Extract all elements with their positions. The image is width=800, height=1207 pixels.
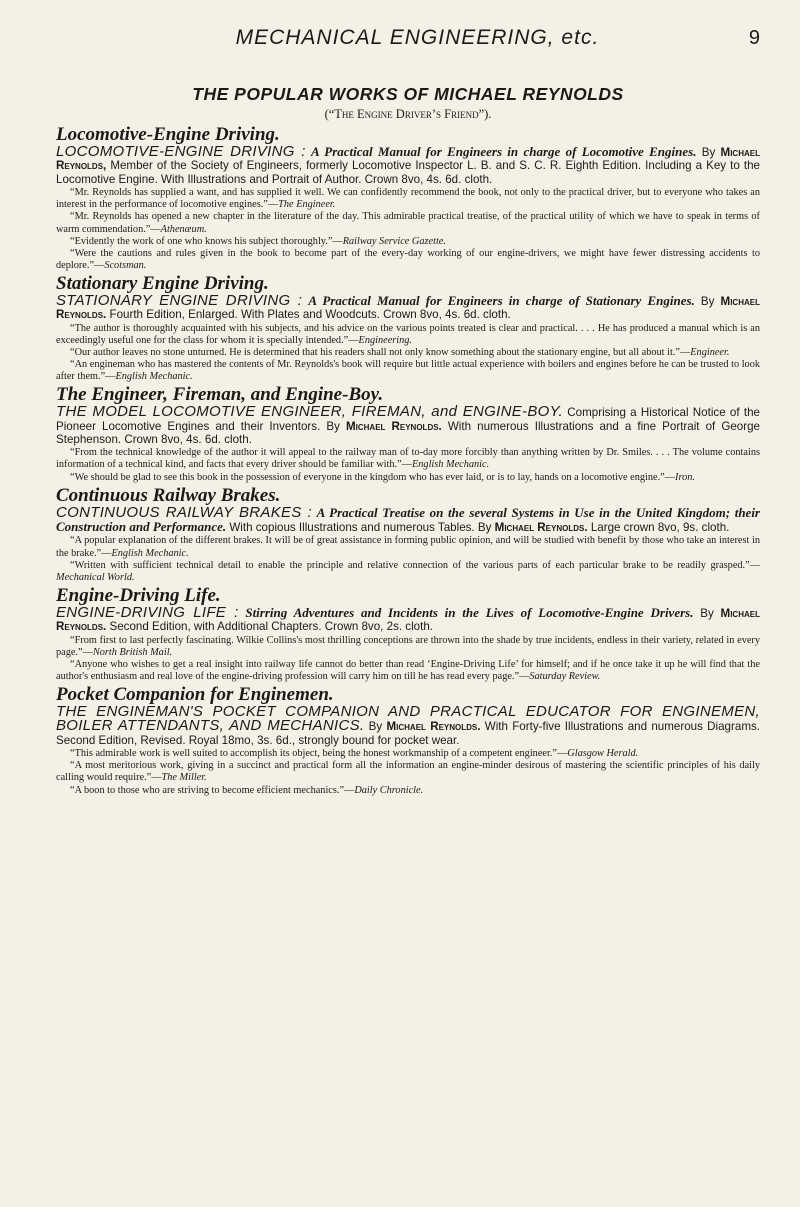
review-quote [56, 760, 760, 784]
book-details: With Forty-five Illustrations and numerous Diagrams. Second Edition, Revised. Royal 18mo, 3s. 6d., strongly bound for pocket wear. [56, 720, 760, 747]
quote-text: “Mr. Reynolds has opened a new chapter in the literature of the day. This admirable practical treatise, of the practical utility of which we have to speak in terms of warm commendation.”— [56, 211, 760, 235]
quote-text: “A most meritorious work, giving in a succinct and practical form all the information an engine-minder desirous of mastering the scientific principles of his daily calling would require.”— [56, 760, 760, 784]
entry-heading: Locomotive-Engine Driving. [56, 124, 280, 145]
quote-source: English Mechanic. [411, 459, 490, 471]
catalogue-entry [56, 485, 760, 584]
running-head: MECHANICAL ENGINEERING, etc. [235, 26, 600, 49]
review-quote [56, 187, 760, 211]
quote-source: Glasgow Herald. [567, 748, 639, 760]
quote-text: “This admirable work is well suited to accomplish its object, being the honest workmanship of a competent engineer.”— [70, 748, 568, 760]
review-quote [56, 248, 760, 272]
catalogue-entry [56, 273, 760, 383]
quote-text: “From the technical knowledge of the author it will appeal to the railway man of to-day more forcibly than anything written by Dr. Smiles. . . . The volume contains information of a technical kind, and facts that every driver should be familiar with.”— [56, 447, 760, 471]
review-quote [56, 635, 760, 659]
catalogue-entry [56, 684, 760, 797]
quote-text: “Anyone who wishes to get a real insight into railway life cannot do better than read ‘Engine-Driving Life’ for himself; and if he once take it up he will find that the author's enthusiasm and real love of the engine-driving profession will carry him on till he has read every page.”— [56, 658, 760, 682]
quote-source: Railway Service Gazette. [342, 235, 446, 247]
entry-description [56, 145, 760, 186]
by-text: By [701, 146, 716, 159]
quote-source: The Engineer. [278, 199, 336, 211]
review-quote [56, 359, 760, 383]
book-title: ENGINE-DRIVING LIFE : [56, 603, 239, 621]
review-quote [56, 659, 760, 683]
quote-source: English Mechanic. [111, 547, 189, 559]
section-title: THE POPULAR WORKS OF MICHAEL REYNOLDS [192, 84, 624, 104]
quote-text: “From first to last perfectly fascinating. Wilkie Collins's most thrilling conceptions are thrown into the shade by true incidents, endless in their variety, related in every page.”— [56, 634, 760, 658]
review-quote [56, 560, 760, 584]
entry-heading: Continuous Railway Brakes. [56, 484, 281, 506]
book-details: Member of the Society of Engineers, formerly Locomotive Inspector L. B. and S. C. R. Eighth Edition. Including a Key to the Locomotive Engine. With Illustrations and Portrait of Author. Crown 8vo, 4s. 6d. cloth. [56, 159, 760, 186]
catalogue-entry [56, 124, 760, 272]
entry-description [56, 705, 760, 747]
book-details: With numerous Illustrations and a fine Portrait of George Stephenson. Crown 8vo, 4s. 6d. cloth. [56, 419, 761, 446]
quote-text: “Our author leaves no stone unturned. He is determined that his readers shall not only know something about the stationary engine, but all about it.”— [70, 346, 691, 358]
book-subtitle: A Practical Manual for Engineers in charge of Stationary Engines. [308, 292, 695, 308]
entry-description [56, 291, 760, 322]
quote-text: “A boon to those who are striving to become efficient mechanics.”— [70, 784, 355, 796]
page-header [56, 26, 760, 84]
review-quote [56, 236, 760, 248]
book-title: LOCOMOTIVE-ENGINE DRIVING : [56, 143, 306, 160]
entry-heading: Stationary Engine Driving. [56, 272, 269, 294]
author-name: Michael Reynolds. [494, 521, 588, 535]
entry-heading: Pocket Companion for Enginemen. [56, 684, 334, 706]
review-quote [56, 535, 760, 559]
entry-description [56, 503, 760, 535]
quote-source: English Mechanic. [115, 371, 193, 383]
author-name: Michael Reynolds. [386, 720, 481, 734]
quote-text: “Evidently the work of one who knows his subject thoroughly.”— [70, 235, 343, 247]
book-details: Second Edition, with Additional Chapters. Crown 8vo, 2s. cloth. [109, 620, 434, 634]
quote-source: Iron. [675, 471, 695, 483]
quote-text: “An engineman who has mastered the contents of Mr. Reynolds's book will require but little actual experience with boilers and engines before he can be trusted to look after them.”— [56, 358, 760, 383]
quote-source: North British Mail. [92, 646, 173, 658]
quote-source: The Miller. [161, 772, 207, 784]
entry-description [56, 405, 760, 446]
by-text: By [700, 606, 714, 620]
review-quote [56, 323, 760, 347]
section-subtitle: (“The Engine Driver’s Friend”). [324, 107, 492, 121]
catalogue-entry [56, 585, 760, 683]
book-subtitle: A Practical Treatise on the several Systems in Use in the United Kingdom; their Construction and Performance. [56, 504, 760, 535]
quote-source: Saturday Review. [529, 670, 601, 682]
quote-text: “We should be glad to see this book in the possession of everyone in the kingdom who has ever laid, or is to lay, hands on a locomotive engine.”— [70, 471, 676, 483]
review-quote [56, 785, 760, 797]
book-title: THE MODEL LOCOMOTIVE ENGINEER, FIREMAN, and ENGINE-BOY. [56, 403, 564, 421]
quote-text: “A popular explanation of the different brakes. It will be of great assistance in forming public opinion, and will be studied with benefit by those who take an interest in the brake.”— [56, 535, 760, 559]
entry-heading: The Engineer, Fireman, and Engine-Boy. [56, 384, 384, 406]
author-name: Michael Reynolds, [56, 146, 760, 173]
catalogue-entries [56, 124, 760, 797]
quote-source: Scotsman. [104, 259, 147, 271]
quote-source: Athenæum. [160, 223, 207, 235]
entry-heading: Engine-Driving Life. [56, 584, 221, 606]
review-quote [56, 472, 760, 484]
quote-text: “The author is thoroughly acquainted with his subjects, and his advice on the various points treated is clear and practical. . . . He has produced a manual which is an exceedingly useful one for the class for whom it is specially intended.”— [56, 322, 760, 346]
catalogue-entry [56, 384, 760, 484]
book-title: THE ENGINEMAN'S POCKET COMPANION AND PRACTICAL EDUCATOR FOR ENGINEMEN, BOILER ATTENDANTS, AND MECHANICS. [56, 703, 760, 735]
quote-source: Engineer. [690, 346, 730, 358]
by-text: By [700, 294, 715, 308]
by-text: With copious Illustrations and numerous Tables. By [229, 521, 492, 535]
author-name: Michael Reynolds. [56, 606, 760, 634]
book-details: Large crown 8vo, 9s. cloth. [590, 521, 730, 535]
review-quote [56, 211, 760, 235]
quote-source: Daily Chronicle. [354, 784, 424, 796]
quote-source: Mechanical World. [56, 571, 135, 583]
author-name: Michael Reynolds. [346, 419, 442, 433]
author-name: Michael Reynolds. [56, 294, 760, 322]
by-text: Comprising a Historical Notice of the Pioneer Locomotive Engines and their Inventors. By [56, 406, 760, 433]
quote-text: “Were the cautions and rules given in the book to become part of the every-day working of our engine-drivers, we might have fewer distressing accidents to deplore.”— [56, 247, 760, 271]
quote-text: “Mr. Reynolds has supplied a want, and has supplied it well. We can confidently recommend the book, not only to the practical driver, but to everyone who takes an interest in the performance of locomotive engines.”— [56, 187, 760, 211]
entry-description [56, 603, 760, 634]
quote-source: Engineering. [358, 334, 413, 346]
book-subtitle: Stirring Adventures and Incidents in the Lives of Locomotive-Engine Drivers. [245, 604, 694, 620]
quote-text: “Written with sufficient technical detail to enable the principle and relative connection of the various parts of each particular brake to be readily grasped.”— [70, 559, 760, 571]
book-details: Fourth Edition, Enlarged. With Plates and Woodcuts. Crown 8vo, 4s. 6d. cloth. [109, 308, 511, 322]
book-title: CONTINUOUS RAILWAY BRAKES : [56, 503, 312, 521]
by-text: By [368, 720, 383, 734]
review-quote [56, 748, 760, 760]
book-title: STATIONARY ENGINE DRIVING : [56, 291, 303, 309]
page-number: 9 [748, 27, 760, 49]
review-quote [56, 347, 760, 359]
review-quote [56, 447, 760, 471]
book-subtitle: A Practical Manual for Engineers in charge of Locomotive Engines. [311, 144, 697, 159]
